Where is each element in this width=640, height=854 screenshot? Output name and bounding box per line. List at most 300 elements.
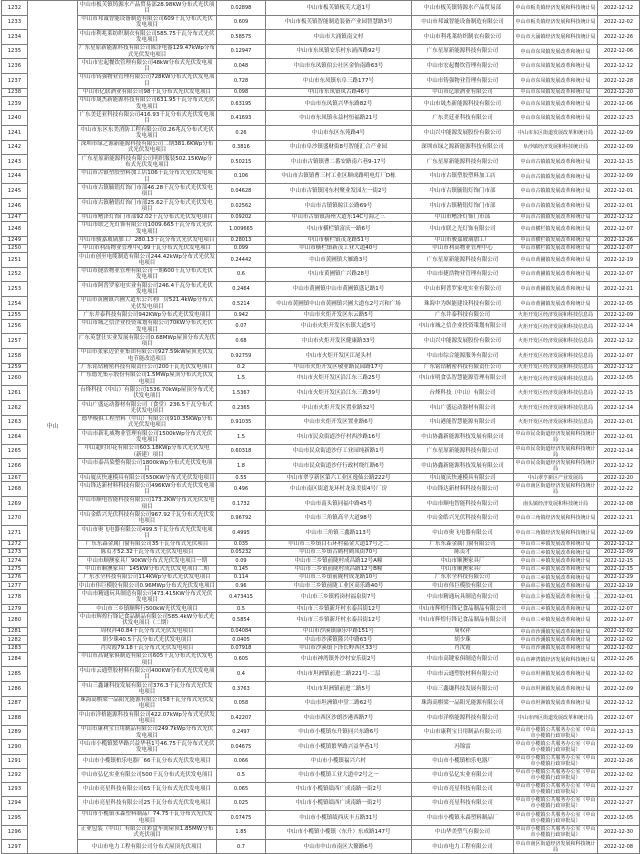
company-cell: 广东星原新能源科技有限公司 (412, 253, 514, 268)
row-number-cell: 1263 (2, 415, 28, 430)
row-number-cell: 1267 (2, 474, 28, 482)
capacity-cell: 0.60318 (217, 444, 266, 459)
date-cell: 2022-12-15 (598, 565, 640, 573)
date-cell: 2022-12-01 (598, 415, 640, 430)
company-cell: 中山港能智慧能源有限公司 (412, 415, 514, 430)
date-cell: 2022-12-08 (598, 496, 640, 511)
company-cell: 肖汝霞 (412, 644, 514, 652)
capacity-cell: 0.2497 (217, 725, 266, 740)
address-cell: 中山市黄圃镇大雁路3号 (266, 253, 412, 268)
date-cell: 2022-12-06 (598, 96, 640, 111)
company-cell: 中山市高键家俱制造有限公司 (412, 652, 514, 667)
date-cell: 2022-12-12 (598, 540, 640, 548)
address-cell: 中山市沙溪镇康乐中路151号 (266, 627, 412, 635)
capacity-cell: 0.145 (217, 565, 266, 573)
project-name-cell: 中山市城之信企业投资策划有限公司70KW分布式光伏发电项目 (78, 319, 217, 334)
row-number-cell: 1251 (2, 253, 28, 268)
address-cell: 中山市板芙镇智能制造装备产业园智慧路3号 (266, 15, 412, 30)
company-cell: 中山市邦诚智能设备制造有限公司 (412, 15, 514, 30)
row-number-cell: 1262 (2, 401, 28, 416)
row-number-cell: 1234 (2, 30, 28, 45)
address-cell: 中山市南区街道龙环村龙泉美街4号厂房 (266, 482, 412, 497)
agency-cell: 中山市沙溪镇发展改革和统计局 (514, 627, 598, 635)
date-cell: 2022-12-05 (598, 296, 640, 311)
table-row (2, 482, 640, 497)
date-cell: 2022-12-09 (598, 740, 640, 755)
capacity-cell: 0.24442 (217, 253, 266, 268)
agency-cell: 火炬开发区经济发展和科技信息局 (514, 386, 598, 401)
address-cell: 中山市火炬开发区东云路5号 (266, 311, 412, 319)
table-row (2, 511, 640, 526)
date-cell: 2022-12-07 (598, 221, 640, 236)
date-cell: 2022-12-27 (598, 796, 640, 810)
row-number-cell: 1248 (2, 221, 28, 236)
address-cell: 中山市东区东苑路4号 (266, 126, 412, 141)
capacity-cell: 0.28013 (217, 236, 266, 244)
agency-cell: 中山市横栏镇发展改革和统计局 (514, 236, 598, 244)
capacity-cell: 1.5 (217, 430, 266, 445)
date-cell: 2022-12-09 (598, 311, 640, 319)
row-number-cell: 1292 (2, 768, 28, 782)
project-name-cell: 中山超时印花有限公司603.18KWp分布式光伏发电（新建）项目 (78, 444, 217, 459)
project-name-cell: 中山市小榄镇柏乐电器厂66千瓦分布式光伏发电项目 (78, 754, 217, 768)
capacity-cell: 0.0405 (217, 636, 266, 644)
project-name-cell: 中山市小榄镇繁华路兴益华巷1号46.75千瓦分布式光伏发电项目 (78, 740, 217, 755)
table-row (2, 155, 640, 170)
project-name-cell: 中山广盛运动器材有限公司（食堂）236.5千瓦分布式光伏发电项目 (78, 401, 217, 416)
row-number-cell: 1253 (2, 282, 28, 297)
row-number-cell: 1259 (2, 363, 28, 371)
agency-cell: 中山市三乡镇发展改革和统计局 (514, 573, 598, 581)
address-cell: 中山市三乡镇前陇村成昌路12号B幢 (266, 565, 412, 573)
agency-cell: 中山市小榄镇公共服务办公室（中山市小榄镇行政审批局） (515, 811, 596, 824)
capacity-cell: 0.066 (217, 754, 266, 768)
project-name-cell: 中山市古镇精锠灯饰门市部25.62千瓦分布式光伏发电项目 (78, 199, 217, 214)
agency-cell: 火炬开发区经济发展和科技信息局 (514, 334, 598, 349)
address-cell: 中山市横栏镇富庆一路6号 (266, 221, 412, 236)
capacity-cell: 0.02898 (217, 1, 266, 16)
date-cell: 2022-12-20 (598, 88, 640, 96)
project-name-cell: 中山市捷浩物业管理有限公司一期600千瓦分布式光伏发电项目 (78, 267, 217, 282)
capacity-cell: 1.5367 (217, 386, 266, 401)
table-row (2, 401, 640, 416)
agency-cell: 中山市小榄镇公共服务办公室（中山市小榄镇行政审批局） (515, 783, 596, 796)
date-cell: 2022-12-12 (598, 459, 640, 474)
company-cell: 深圳市绿之源新能源科技有限公司 (412, 140, 514, 155)
agency-cell: 中山市黄圃镇发展改革和统计局 (514, 296, 598, 311)
company-cell: 中山兴中能源发展股份有限公司 (412, 126, 514, 141)
address-cell: 中山市黄圃镇中山市黄圃镇盛记路1号 (266, 282, 412, 297)
project-name-cell: 中山三鑫谦科技发展有限公司376.3千瓦分布式光伏发电项目 (78, 682, 217, 697)
company-cell: 中山市城之信企业投资策划有限公司 (412, 319, 514, 334)
table-row (2, 810, 640, 825)
row-number-cell: 1270 (2, 511, 28, 526)
date-cell: 2022-12-29 (598, 573, 640, 581)
capacity-cell: 0.92759 (217, 348, 266, 363)
company-cell: 中山市古镇精锠灯饰门市部 (412, 199, 514, 214)
company-cell: 中山市电力工程有限公司 (412, 840, 514, 854)
address-cell: 中山市三角镇高平大道98号 (266, 511, 412, 526)
table-row (2, 627, 640, 635)
project-name-cell: 中山市宏起餐饮管理有限公司48kW分布式光伏发电项目 (78, 59, 217, 74)
capacity-cell: 0.07918 (217, 644, 266, 652)
table-row (2, 696, 640, 711)
agency-cell: 中山市大涌镇经济发展和科技统计局 (514, 30, 598, 45)
company-cell: 珠海中为纵能建设科技有限公司 (412, 296, 514, 311)
table-row (2, 430, 640, 445)
address-cell: 中山市东凤镇永益村恒福路21号 (266, 111, 412, 126)
agency-cell: 中山市黄圃镇发展改革和统计局 (514, 282, 598, 297)
table-row (2, 184, 640, 199)
capacity-cell: 0.065 (217, 782, 266, 796)
capacity-cell: 0.5214 (217, 296, 266, 311)
pv-record-table (1, 0, 640, 854)
project-name-cell: 广东东森金属门窗有限公司35千瓦分布式光伏项目 (78, 540, 217, 548)
project-name-cell: 广东德先集示股份有限公司1.5MWp屋顶分布式光伏发电项目 (78, 371, 217, 386)
company-cell: 中山市综合能源服务有限公司 (412, 348, 514, 363)
table-row (2, 311, 640, 319)
agency-cell: 中山市东凤镇发展改革和统计局 (514, 88, 598, 96)
capacity-cell: 0.09 (217, 557, 266, 565)
address-cell: 中山市火炬开发区东镇大道5号 (266, 319, 412, 334)
date-cell: 2022-12-14 (598, 444, 640, 459)
project-name-cell: 中山市鳍泽灯饰门市部92.02千瓦分布式光伏发电项目 (78, 213, 217, 221)
table-row (2, 415, 640, 430)
date-cell: 2022-12-02 (598, 15, 640, 30)
agency-cell: 中山市三角镇经济发展和科技统计局 (514, 511, 598, 526)
company-cell: 中山华美塑气有限公司 (412, 825, 514, 840)
row-number-cell: 1276 (2, 573, 28, 581)
capacity-cell: 0.2464 (217, 282, 266, 297)
date-cell: 2022-12-28 (598, 73, 640, 88)
capacity-cell: 0.099 (217, 244, 266, 252)
address-cell: 中山市翠亨新区第六工业区逸仙公路222号 (266, 474, 412, 482)
project-name-cell: 中山市东区东美消防工程有限公司0.26兆瓦分布式光伏发电项目 (78, 126, 217, 141)
row-number-cell: 1284 (2, 652, 28, 667)
company-cell: 广东水全科技有限公司 (412, 573, 514, 581)
project-name-cell: 中山市精通玩具制造有限公司473.415KW分布式光伏发电项目 (78, 590, 217, 605)
table-row (2, 444, 640, 459)
row-number-cell: 1266 (2, 459, 28, 474)
row-number-cell: 1233 (2, 15, 28, 30)
company-cell: 中山市利高物业管理中心 (412, 244, 514, 252)
address-cell: 中山市三乡镇前陇工业区高乐路40号 (266, 582, 412, 590)
capacity-cell: 0.605 (217, 652, 266, 667)
company-cell: 中山广盛运动器材有限公司 (412, 401, 514, 416)
table-row (2, 636, 640, 644)
address-cell: 中山市小榄镇福兴六村 (266, 754, 412, 768)
table-row (2, 73, 640, 88)
company-cell: 中山市阿普罗家电实业有限公司 (412, 282, 514, 297)
company-cell: 中山市板芙镇铸源水产品贸易部 (412, 1, 514, 16)
agency-cell: 阜沙镇经济发展和科技统计局 (514, 140, 598, 155)
address-cell: 中山市东凤镇东阜三路177号 (266, 73, 412, 88)
agency-cell: 中山市小榄镇公共服务办公室（中山市小榄镇行政审批局） (515, 797, 596, 810)
company-cell: 中山市明食弘智慧能源管理有限公司 (412, 371, 514, 386)
date-cell: 2022-12-01 (598, 184, 640, 199)
row-number-cell: 1287 (2, 696, 28, 711)
agency-cell: 中山市三乡镇发展改革和统计局 (514, 548, 598, 556)
date-cell: 2022-12-19 (598, 582, 640, 590)
date-cell: 2022-12-01 (598, 199, 640, 214)
agency-cell: 中山市小榄镇公共服务办公室（中山市小榄镇行政审批局） (515, 726, 596, 739)
address-cell: 中山市火炬开发区沿江东三路39号 (266, 386, 412, 401)
company-cell: 周权祥 (412, 627, 514, 635)
project-name-cell: 中山市张家边企业集团有限公司927.59kW屋顶光伏发电节能改造项目 (78, 348, 217, 363)
project-name-cell: 广东水全科技有限公司114KWp分布式光伏发电项目 (78, 573, 217, 581)
agency-cell: 中山市三乡镇发展改革和统计局 (514, 605, 598, 613)
project-name-cell: 中山市洋格能源科技有限公司422.07kWp分布式光伏发电项目 (79, 711, 215, 724)
table-row (2, 474, 640, 482)
company-cell: 中山市捷浩物业管理有限公司 (412, 267, 514, 282)
agency-cell: 中山市板芙镇经济发展和科技统计局 (514, 1, 598, 16)
address-cell: 中山市古镇镇晾江公路69号 (266, 199, 412, 214)
row-number-cell: 1288 (2, 711, 28, 726)
table-row (2, 363, 640, 371)
row-number-cell: 1237 (2, 73, 28, 88)
company-cell: 胡少珠 (412, 636, 514, 644)
capacity-cell: 1.009665 (217, 221, 266, 236)
row-number-cell: 1255 (2, 311, 28, 319)
company-cell: 台烽科技（中山）有限公司 (412, 386, 514, 401)
project-name-cell: 中山市亿联酒业有限公司98千瓦分布式光伏发电项目 (78, 88, 217, 96)
address-cell: 中山市三乡镇前陇村成昌路12号A幢 (266, 557, 412, 565)
address-cell: 中山市三乡镇前陇村成龙路10号 (266, 573, 412, 581)
table-row (2, 540, 640, 548)
capacity-cell: 0.55 (217, 474, 266, 482)
project-name-cell: 中山市利兆莱纺织制衣有限公司585.75千瓦分布式光伏发电项目 (78, 30, 217, 45)
table-row (2, 652, 640, 667)
row-number-cell: 1254 (2, 296, 28, 311)
date-cell: 2022-12-15 (598, 155, 640, 170)
project-name-cell: 中山市板芙镇铸源水产品贸易部28.98KW分布式光伏项目 (78, 1, 217, 16)
agency-cell: 中山市古镇镇发展改革和统计局 (514, 184, 598, 199)
agency-cell: 中山市东凤镇发展改革和统计局 (514, 111, 598, 126)
agency-cell: 中山市黄圃镇发展改革和统计局 (514, 253, 598, 268)
table-row (2, 30, 640, 45)
table-row (2, 244, 640, 252)
capacity-cell: 0.5854 (217, 613, 266, 628)
table-row (2, 371, 640, 386)
agency-cell: 中山市小榄镇公共服务办公室（中山市小榄镇行政审批局） (515, 755, 596, 768)
capacity-cell: 0.4995 (217, 526, 266, 541)
agency-cell: 中山市三乡镇发展改革和统计局 (514, 582, 598, 590)
project-name-cell: 肖汝霞79.18千瓦分布式光伏发电项目 (78, 644, 217, 652)
table-row (2, 126, 640, 141)
agency-cell: 火炬开发区经济发展和科技信息局 (514, 311, 598, 319)
table-row (2, 582, 640, 590)
date-cell: 2022-12-07 (598, 348, 640, 363)
capacity-cell: 0.048 (217, 59, 266, 74)
company-cell: 中山市辉煌行锋记食品制品有限公司 (412, 605, 514, 613)
capacity-cell: 0.728 (217, 73, 266, 88)
project-name-cell: 中山市铸强物业管理有限公司728KW分布式光伏发电项目 (78, 73, 217, 88)
company-cell: 中山锋达新材料科技有限公司 (412, 482, 514, 497)
table-row (2, 590, 640, 605)
project-name-cell: 中山市创至电缆制造有限公司244.42kWp分布式光伏发电项目 (79, 253, 215, 266)
project-name-cell: 广东铭钻精密科技有限责任公司200千瓦光伏发电项目 (78, 363, 217, 371)
company-cell: 广东井泰科技有限公司 (412, 311, 514, 319)
project-name-cell: 中山市云通塑胶材料有限公司400KW分布式光伏发电项目 (78, 667, 217, 682)
date-cell: 2022-12-14 (598, 319, 640, 334)
agency-cell: 中山市东凤镇发展改革和统计局 (514, 73, 598, 88)
capacity-cell: 0.025 (217, 796, 266, 810)
address-cell: 中山市小榄镇繁华路兴益华巷1号 (266, 740, 412, 755)
capacity-cell: 0.473415 (217, 590, 266, 605)
agency-cell: 中山市民众街道经济发展和科技统计局 (515, 445, 596, 458)
address-cell: 中山市火炬开发区置业路32号 (266, 401, 412, 416)
capacity-cell: 0.7 (217, 840, 266, 854)
row-number-cell: 1277 (2, 582, 28, 590)
date-cell: 2022-12-02 (598, 667, 640, 682)
project-name-cell: 中山市阿普罗家电实业有限公司246.4千瓦分布式光伏发电项目 (78, 282, 217, 297)
project-name-cell: 中山市顺澳家具厂90KW分布式光伏发电项目一期 (78, 557, 217, 565)
agency-cell: 南头镇经济发展和科技统计局 (514, 496, 598, 511)
agency-cell: 中山市黄圃镇发展改革和统计局 (514, 267, 598, 282)
company-cell: 中山市小榄镇永森塑料制品厂 (412, 810, 514, 825)
project-name-cell: 中山市顺澳家具厂145KW分布式光伏发电项目二期 (78, 565, 217, 573)
capacity-cell: 0.58575 (217, 30, 266, 45)
address-cell: 中山市古镇镇曹二番安路南六巷9-17号 (266, 155, 412, 170)
capacity-cell: 0.05232 (217, 548, 266, 556)
capacity-cell: 0.96792 (217, 511, 266, 526)
row-number-cell: 1290 (2, 740, 28, 755)
project-name-cell: 中山市辉煌行锋记食品制品有限公司585.4kW分布式光伏发电项目（二期） (78, 613, 217, 628)
company-cell: 冯锦雷 (412, 740, 514, 755)
company-cell: 中山协鑫新能源科技发展有限公司 (412, 459, 514, 474)
address-cell: 中山市坦洲镇前进二路5号 (266, 682, 412, 697)
row-number-cell: 1275 (2, 565, 28, 573)
company-cell: 中山市顺澳家具厂 (412, 557, 514, 565)
capacity-cell: 0.6 (217, 267, 266, 282)
table-row (2, 526, 640, 541)
row-number-cell: 1265 (2, 444, 28, 459)
table-row (2, 711, 640, 726)
date-cell: 2022-12-02 (598, 636, 640, 644)
company-cell: 广东星原新能源科技有限公司 (412, 444, 514, 459)
company-cell: 中山市亮星科技有限公司 (412, 782, 514, 796)
date-cell: 2022-12-07 (598, 613, 640, 628)
project-name-cell: 中山市顺电智能科技有限公司173.2KW分布式光伏发电项目 (78, 496, 217, 511)
row-number-cell: 1295 (2, 810, 28, 825)
project-name-cell: 中山市三乡镇顺辉行500kW光伏发电项目 (78, 605, 217, 613)
company-cell: 广东星原新能源科技有限公司 (412, 44, 514, 59)
date-cell: 2022-12-09 (598, 169, 640, 184)
date-cell: 2022-12-27 (598, 782, 640, 796)
capacity-cell: 0.96 (217, 582, 266, 590)
company-cell: 中山市奥飞电器有限公司 (412, 526, 514, 541)
capacity-cell: 1.85 (217, 825, 266, 840)
company-cell: 中山兴中能源发展股份有限公司 (412, 334, 514, 349)
company-cell: 广东美廷亚科技有限公司 (412, 111, 514, 126)
project-name-cell: 广东井泰科技有限公司942KWp分布式光伏发电项目 (78, 311, 217, 319)
table-row (2, 768, 640, 782)
row-number-cell: 1246 (2, 199, 28, 214)
table-row (2, 573, 640, 581)
company-cell: 中山市顺电智能科技有限公司 (412, 496, 514, 511)
date-cell: 2022-12-30 (598, 825, 640, 840)
agency-cell: 中山市古镇镇发展改革和统计局 (514, 199, 598, 214)
capacity-cell: 0.2365 (217, 401, 266, 416)
row-number-cell: 1279 (2, 605, 28, 613)
address-cell: 中山市东凤镇兴华东路82号 (266, 96, 412, 111)
row-number-cell: 1274 (2, 557, 28, 565)
company-cell: 中山市顺澳家具厂 (412, 565, 514, 573)
row-number-cell: 1269 (2, 496, 28, 511)
capacity-cell: 0.63195 (217, 96, 266, 111)
row-number-cell: 1232 (2, 1, 28, 16)
row-number-cell: 1261 (2, 386, 28, 401)
table-row (2, 213, 640, 221)
capacity-cell: 0.91035 (217, 415, 266, 430)
capacity-cell: 1.5 (217, 371, 266, 386)
project-name-cell: 中山市弘亿实业有限公司500千瓦分布式光伏发电项目 (78, 768, 217, 782)
date-cell: 2022-12-02 (598, 644, 640, 652)
row-number-cell: 1240 (2, 111, 28, 126)
capacity-cell: 0.5 (217, 768, 266, 782)
row-number-cell: 1243 (2, 155, 28, 170)
project-name-cell: 正业包装（中山）有限公司彩盒车间屋顶1.85MW分布式光伏项目 (78, 825, 217, 840)
agency-cell: 中山市坦洲镇发展改革和统计局 (514, 696, 598, 711)
row-number-cell: 1281 (2, 627, 28, 635)
table-row (2, 459, 640, 474)
capacity-cell: 0.04675 (217, 740, 266, 755)
company-cell: 中山市利兆莱纺织制衣有限公司 (412, 30, 514, 45)
capacity-cell: 0.04084 (217, 627, 266, 635)
date-cell: 2022-12-19 (598, 253, 640, 268)
date-cell: 2022-12-05 (598, 371, 640, 386)
row-number-cell: 1283 (2, 644, 28, 652)
address-cell: 中山市西区沙朗沙港西路7号 (266, 711, 412, 726)
agency-cell: 中山市民众街道经济发展和科技统计局 (515, 431, 596, 444)
project-name-cell: 中山市亮星科技有限公司65千瓦分布式光伏发电项目 (78, 782, 217, 796)
row-number-cell: 1250 (2, 244, 28, 252)
agency-cell: 中山市南区街道经济发展和科技统计局 (515, 840, 596, 853)
capacity-cell: 0.3763 (217, 682, 266, 697)
project-name-cell: 中山市亮星科技有限公司25千瓦分布式光伏发电项目 (78, 796, 217, 810)
company-cell: 中山三鑫谦科技发展有限公司 (412, 682, 514, 697)
agency-cell: 中山市西区街道发展改革和统计局 (514, 711, 598, 726)
table-row (2, 88, 640, 96)
agency-cell: 火炬开发区经济发展和科技信息局 (514, 363, 598, 371)
row-number-cell: 1294 (2, 796, 28, 810)
address-cell: 中山市东凤镇凤古路46号 (266, 88, 412, 96)
agency-cell: 中山市三乡镇发展改革和统计局 (514, 613, 598, 628)
date-cell: 2022-12-12 (598, 213, 640, 221)
date-cell: 2022-12-15 (598, 557, 640, 565)
address-cell: 中山市火炬开发区敬业路民园路17号 (266, 363, 412, 371)
table-row (2, 296, 640, 311)
address-cell: 中山市沙溪镇隆兴中路63号 (266, 636, 412, 644)
address-cell: 中山市小榄镇绩西庆丰五路31号 (266, 810, 412, 825)
date-cell: 2022-12-26 (598, 652, 640, 667)
capacity-cell: 0.035 (217, 540, 266, 548)
table-row (2, 754, 640, 768)
company-cell: 陈贞才 (412, 548, 514, 556)
date-cell: 2022-12-09 (598, 140, 640, 155)
table-row (2, 44, 640, 59)
agency-cell: 中山市横栏镇发展改革和统计局 (514, 221, 598, 236)
date-cell: 2022-12-22 (598, 482, 640, 497)
row-number-cell: 1245 (2, 184, 28, 199)
agency-cell: 中山市小榄镇公共服务办公室（中山市小榄镇行政审批局） (515, 826, 596, 839)
capacity-cell: 0.058 (217, 696, 266, 711)
agency-cell: 中山市板芙镇经济发展和科技统计局 (514, 15, 598, 30)
company-cell: 中山市亮星科技有限公司 (412, 796, 514, 810)
project-name-cell: 台烽科技（中山）有限公司1536.70kWp屋顶分布式光伏发电项目 (78, 386, 217, 401)
agency-cell: 中山市沙溪镇发展改革和统计局 (514, 644, 598, 652)
address-cell: 中山市三乡镇鸦岗村福泉街7号 (266, 590, 412, 605)
